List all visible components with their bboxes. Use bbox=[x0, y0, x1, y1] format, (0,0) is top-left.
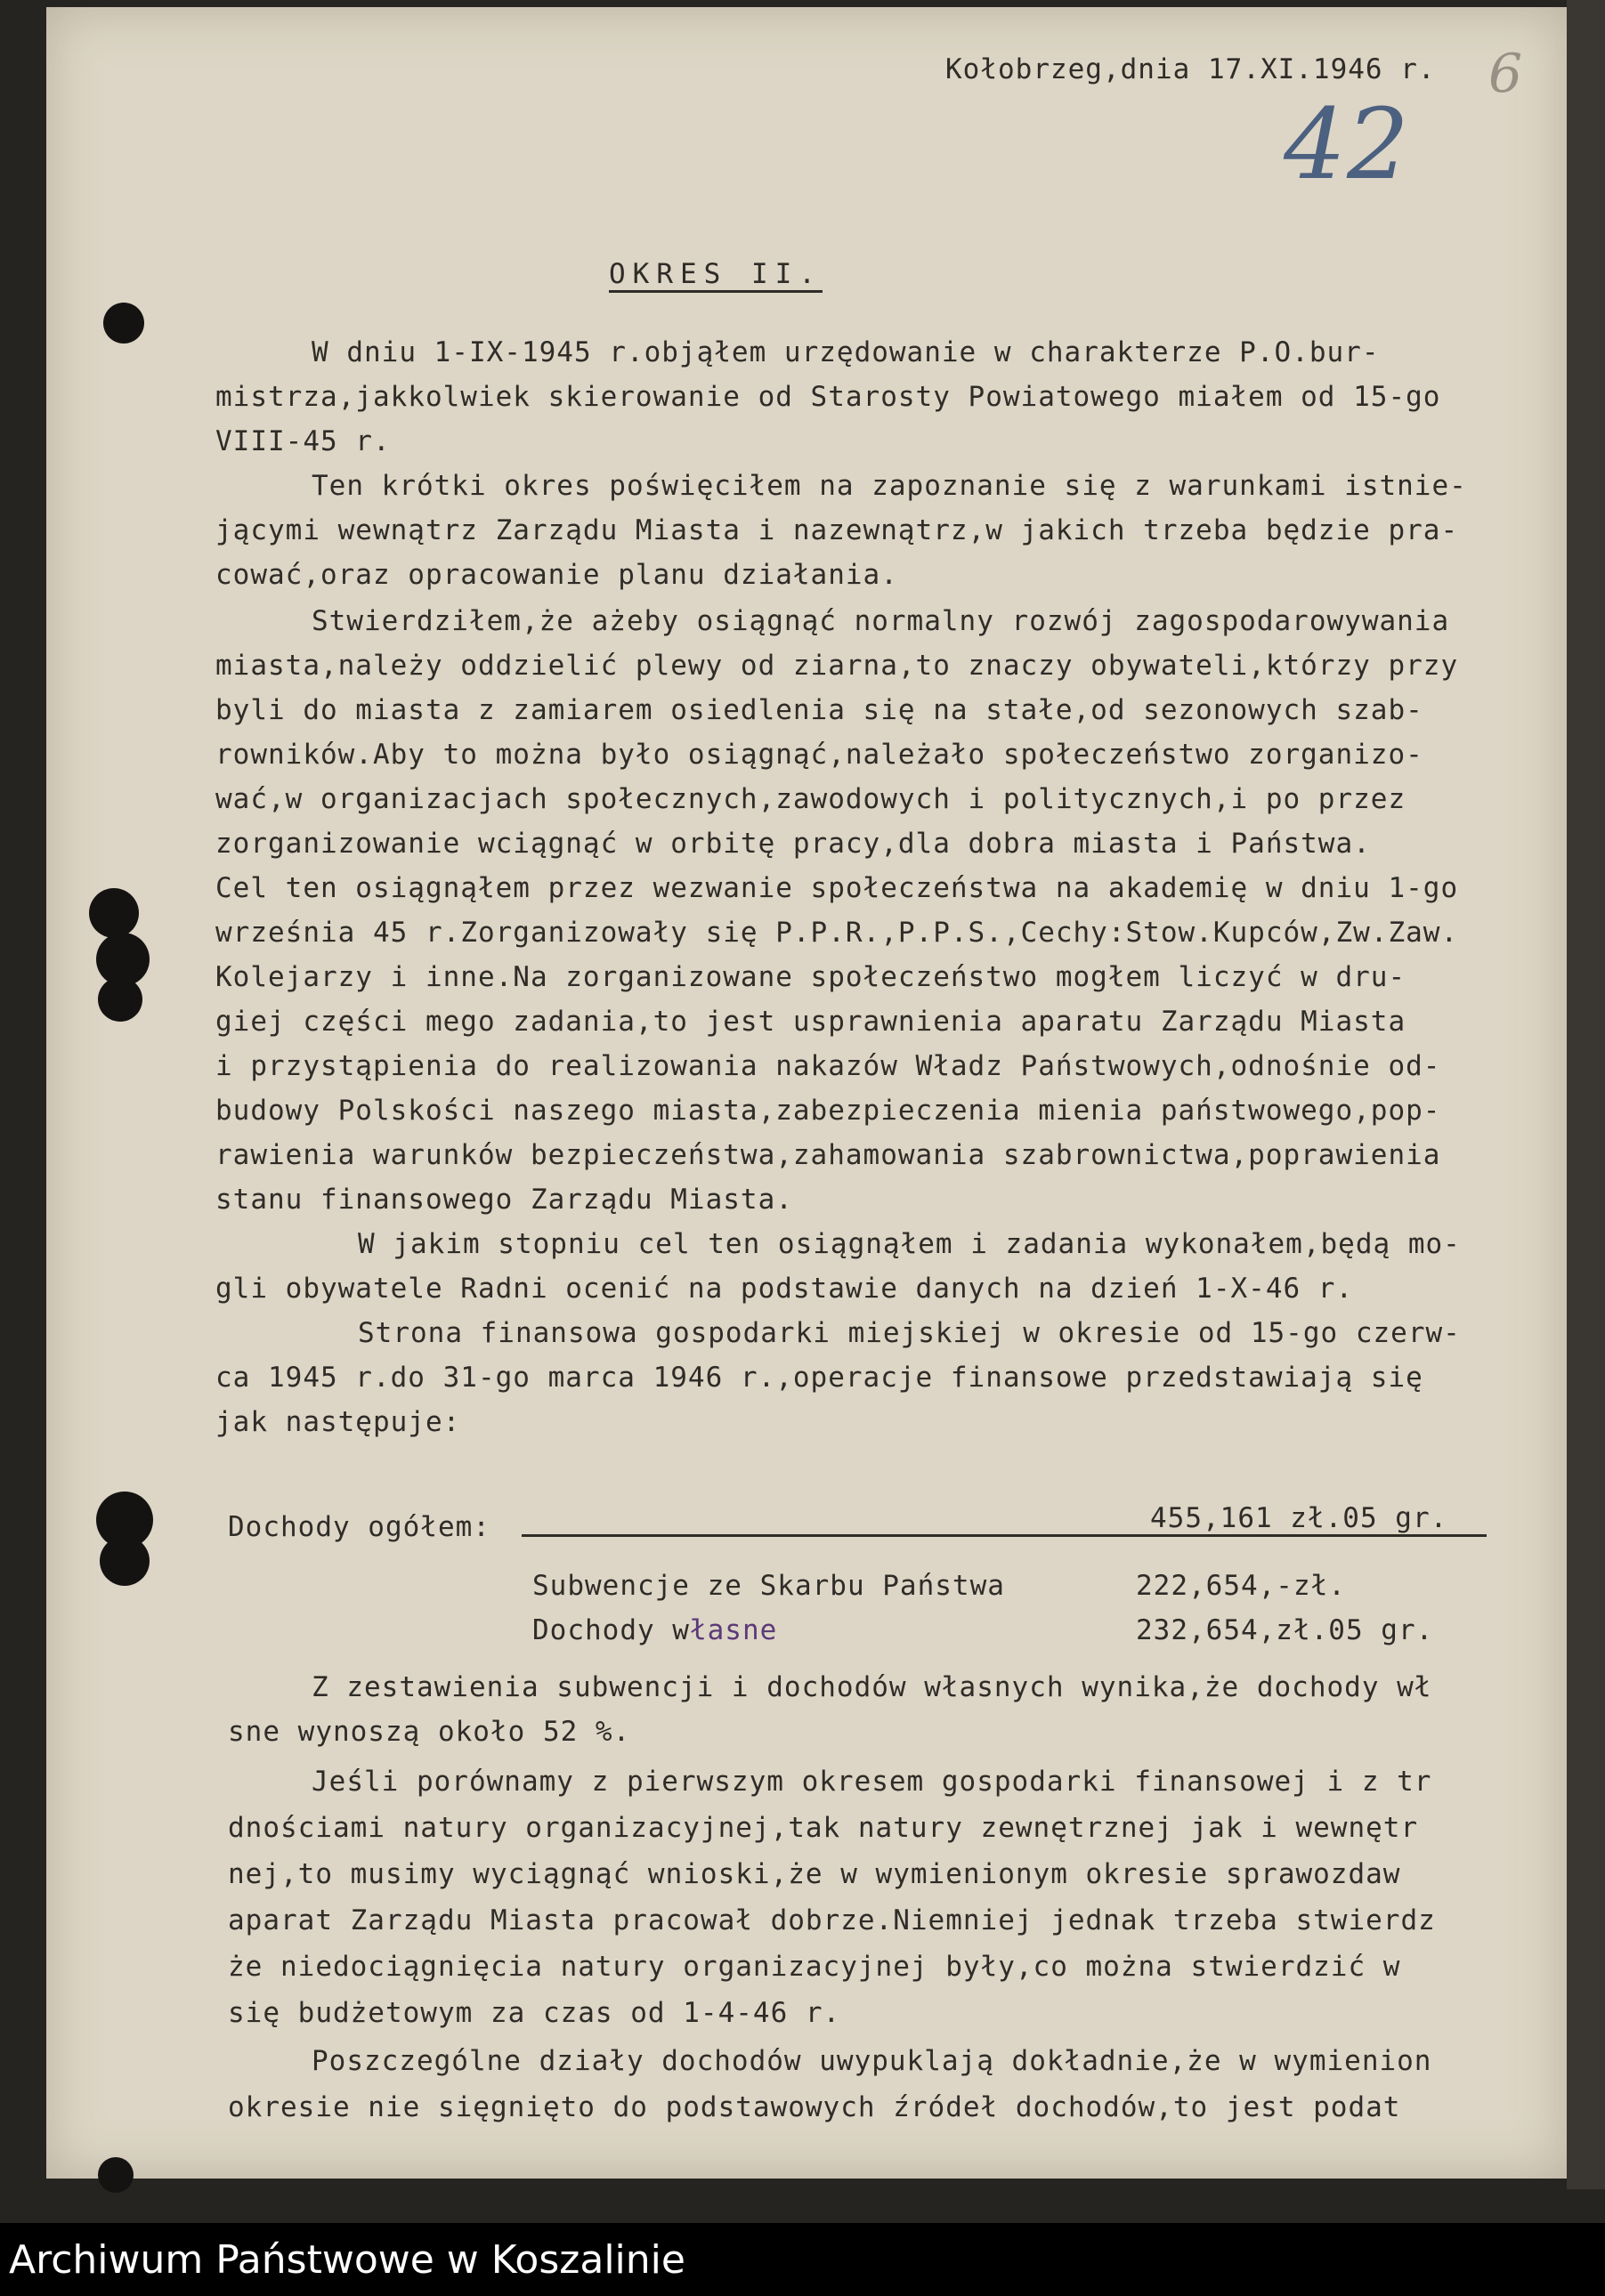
text-after-7: że niedociągnięcia natury organizacyjnej były,co można stwierdzić w bbox=[228, 1951, 1401, 1983]
typed-text-area bbox=[46, 7, 1567, 2179]
income-total-underline bbox=[522, 1534, 1487, 1537]
page-title: OKRES II. bbox=[609, 258, 823, 290]
document-page bbox=[46, 7, 1567, 2179]
income-total-value: 455,161 zł.05 gr. bbox=[1150, 1502, 1448, 1534]
text-line-18: budowy Polskości naszego miasta,zabezpieczenia mienia państwowego,pop- bbox=[215, 1095, 1441, 1127]
subsidy-label: Subwencje ze Skarbu Państwa bbox=[532, 1570, 1005, 1602]
text-after-5: nej,to musimy wyciągnąć wnioski,że w wymienionym okresie sprawozdaw bbox=[228, 1858, 1401, 1890]
text-line-5: jącymi wewnątrz Zarządu Miasta i nazewnątrz,w jakich trzeba będzie pra- bbox=[215, 514, 1459, 546]
header-date: Kołobrzeg,dnia 17.XI.1946 r. bbox=[945, 53, 1436, 85]
text-line-1: W dniu 1-IX-1945 r.objąłem urzędowanie w charakterze P.O.bur- bbox=[312, 336, 1380, 368]
text-line-4: Ten krótki okres poświęciłem na zapoznanie się z warunkami istnie- bbox=[312, 470, 1467, 502]
text-line-25: jak następuje: bbox=[215, 1406, 461, 1438]
text-line-20: stanu finansowego Zarządu Miasta. bbox=[215, 1184, 793, 1216]
text-line-23: Strona finansowa gospodarki miejskiej w okresie od 15-go czerw- bbox=[358, 1317, 1461, 1349]
archive-footer-bar bbox=[0, 2223, 1605, 2296]
text-line-7: Stwierdziłem,że ażeby osiągnąć normalny rozwój zagospodarowywania bbox=[312, 605, 1450, 637]
income-total-label: Dochody ogółem: bbox=[228, 1511, 490, 1543]
text-after-3: Jeśli porównamy z pierwszym okresem gospodarki finansowej i z tr bbox=[312, 1766, 1432, 1798]
text-line-21: W jakim stopniu cel ten osiągnąłem i zadania wykonałem,będą mo- bbox=[358, 1228, 1461, 1260]
text-line-16: giej części mego zadania,to jest usprawnienia aparatu Zarządu Miasta bbox=[215, 1006, 1406, 1038]
archive-name: Archiwum Państwowe w Koszalinie bbox=[9, 2237, 685, 2283]
paper-edge-strip bbox=[1567, 0, 1605, 2189]
text-line-24: ca 1945 r.do 31-go marca 1946 r.,operacje finansowe przedstawiają się bbox=[215, 1362, 1423, 1394]
own-income-label-suffix: łasne bbox=[689, 1614, 778, 1646]
text-line-19: rawienia warunków bezpieczeństwa,zahamowania szabrownictwa,poprawienia bbox=[215, 1139, 1441, 1171]
text-line-13: Cel ten osiągnąłem przez wezwanie społeczeństwa na akademię w dniu 1-go bbox=[215, 872, 1459, 904]
text-line-9: byli do miasta z zamiarem osiedlenia się na stałe,od sezonowych szab- bbox=[215, 694, 1423, 726]
text-after-1: Z zestawienia subwencji i dochodów własnych wynika,że dochody wł bbox=[312, 1671, 1432, 1703]
own-income-label-prefix: Dochody w bbox=[532, 1614, 690, 1646]
text-after-8: się budżetowym za czas od 1-4-46 r. bbox=[228, 1997, 841, 2029]
text-after-2: sne wynoszą około 52 %. bbox=[228, 1716, 631, 1748]
text-line-15: Kolejarzy i inne.Na zorganizowane społeczeństwo mogłem liczyć w dru- bbox=[215, 961, 1406, 993]
text-line-12: zorganizowanie wciągnąć w orbitę pracy,dla dobra miasta i Państwa. bbox=[215, 828, 1371, 860]
text-line-3: VIII-45 r. bbox=[215, 425, 391, 457]
subsidy-value: 222,654,-zł. bbox=[1136, 1570, 1346, 1602]
text-after-4: dnościami natury organizacyjnej,tak natury zewnętrznej jak i wewnętr bbox=[228, 1812, 1419, 1844]
text-line-10: rowników.Aby to można było osiągnąć,należało społeczeństwo zorganizo- bbox=[215, 739, 1423, 771]
text-line-22: gli obywatele Radni ocenić na podstawie danych na dzień 1-X-46 r. bbox=[215, 1273, 1354, 1305]
text-line-17: i przystąpienia do realizowania nakazów Władz Państwowych,odnośnie od- bbox=[215, 1050, 1441, 1082]
text-line-2: mistrza,jakkolwiek skierowanie od Starosty Powiatowego miałem od 15-go bbox=[215, 381, 1441, 413]
text-line-14: września 45 r.Zorganizowały się P.P.R.,P.P.S.,Cechy:Stow.Kupców,Zw.Zaw. bbox=[215, 917, 1459, 949]
text-after-9: Poszczególne działy dochodów uwypuklają dokładnie,że w wymienion bbox=[312, 2045, 1432, 2077]
handwritten-number: 42 bbox=[1284, 87, 1410, 201]
text-line-6: cować,oraz opracowanie planu działania. bbox=[215, 559, 898, 591]
handwritten-page-number: 6 bbox=[1488, 43, 1524, 105]
text-line-8: miasta,należy oddzielić plewy od ziarna,to znaczy obywateli,którzy przy bbox=[215, 650, 1459, 682]
own-income-label bbox=[532, 1614, 777, 1646]
own-income-value: 232,654,zł.05 gr. bbox=[1136, 1614, 1434, 1646]
text-after-6: aparat Zarządu Miasta pracował dobrze.Niemniej jednak trzeba stwierdz bbox=[228, 1904, 1436, 1936]
text-after-10: okresie nie sięgnięto do podstawowych źródeł dochodów,to jest podat bbox=[228, 2091, 1401, 2123]
text-line-11: wać,w organizacjach społecznych,zawodowych i politycznych,i po przez bbox=[215, 783, 1406, 815]
